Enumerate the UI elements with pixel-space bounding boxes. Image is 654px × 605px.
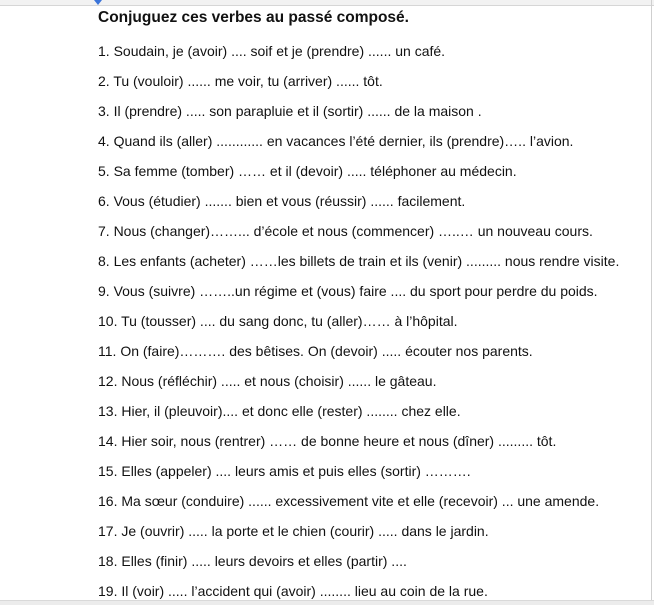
exercise-item-14: 14. Hier soir, nous (rentrer) …… de bonne heure et nous (dîner) ......... tôt. [98, 433, 557, 449]
exercise-item-7: 7. Nous (changer)……... d’école et nous (commencer) …..… un nouveau cours. [98, 223, 593, 239]
exercise-item-1: 1. Soudain, je (avoir) .... soif et je (prendre) ...... un café. [98, 43, 446, 59]
document-page [98, 8, 643, 605]
exercise-item-2: 2. Tu (vouloir) ...... me voir, tu (arriver) ...... tôt. [98, 73, 383, 89]
exercise-item-4: 4. Quand ils (aller) ............ en vacances l’été dernier, ils (prendre)….. l’avion. [98, 133, 574, 149]
exercise-item-18: 18. Elles (finir) ..... leurs devoirs et elles (partir) .... [98, 553, 407, 569]
ruler-marker-icon[interactable] [94, 0, 102, 5]
exercise-item-16: 16. Ma sœur (conduire) ...... excessivement vite et elle (recevoir) ... une amende. [98, 493, 600, 509]
exercise-item-12: 12. Nous (réfléchir) ..... et nous (choisir) ...... le gâteau. [98, 373, 437, 389]
exercise-list [98, 36, 643, 605]
exercise-item-11: 11. On (faire)………. des bêtises. On (devoir) ..... écouter nos parents. [98, 343, 533, 359]
exercise-item-10: 10. Tu (tousser) .... du sang donc, tu (aller)…… à l’hôpital. [98, 313, 458, 329]
document-title: Conjuguez ces verbes au passé composé. [98, 9, 409, 26]
exercise-item-13: 13. Hier, il (pleuvoir).... et donc elle (rester) ........ chez elle. [98, 403, 461, 419]
exercise-item-19: 19. Il (voir) ..... l’accident qui (avoir) ........ lieu au coin de la rue. [98, 583, 488, 599]
exercise-item-17: 17. Je (ouvrir) ..... la porte et le chien (courir) ..... dans le jardin. [98, 523, 489, 539]
page-right-edge [651, 0, 652, 605]
exercise-item-6: 6. Vous (étudier) ....... bien et vous (réussir) ...... facilement. [98, 193, 466, 209]
exercise-item-9: 9. Vous (suivre) ……..un régime et (vous) faire .... du sport pour perdre du poids. [98, 283, 598, 299]
exercise-item-15: 15. Elles (appeler) .... leurs amis et puis elles (sortir) ………. [98, 463, 471, 479]
exercise-item-5: 5. Sa femme (tomber) …… et il (devoir) ..... téléphoner au médecin. [98, 163, 517, 179]
exercise-item-3: 3. Il (prendre) ..... son parapluie et il (sortir) ...... de la maison . [98, 103, 482, 119]
exercise-item-8: 8. Les enfants (acheter) ……les billets de train et ils (venir) ......... nous rendre visite. [98, 253, 620, 269]
